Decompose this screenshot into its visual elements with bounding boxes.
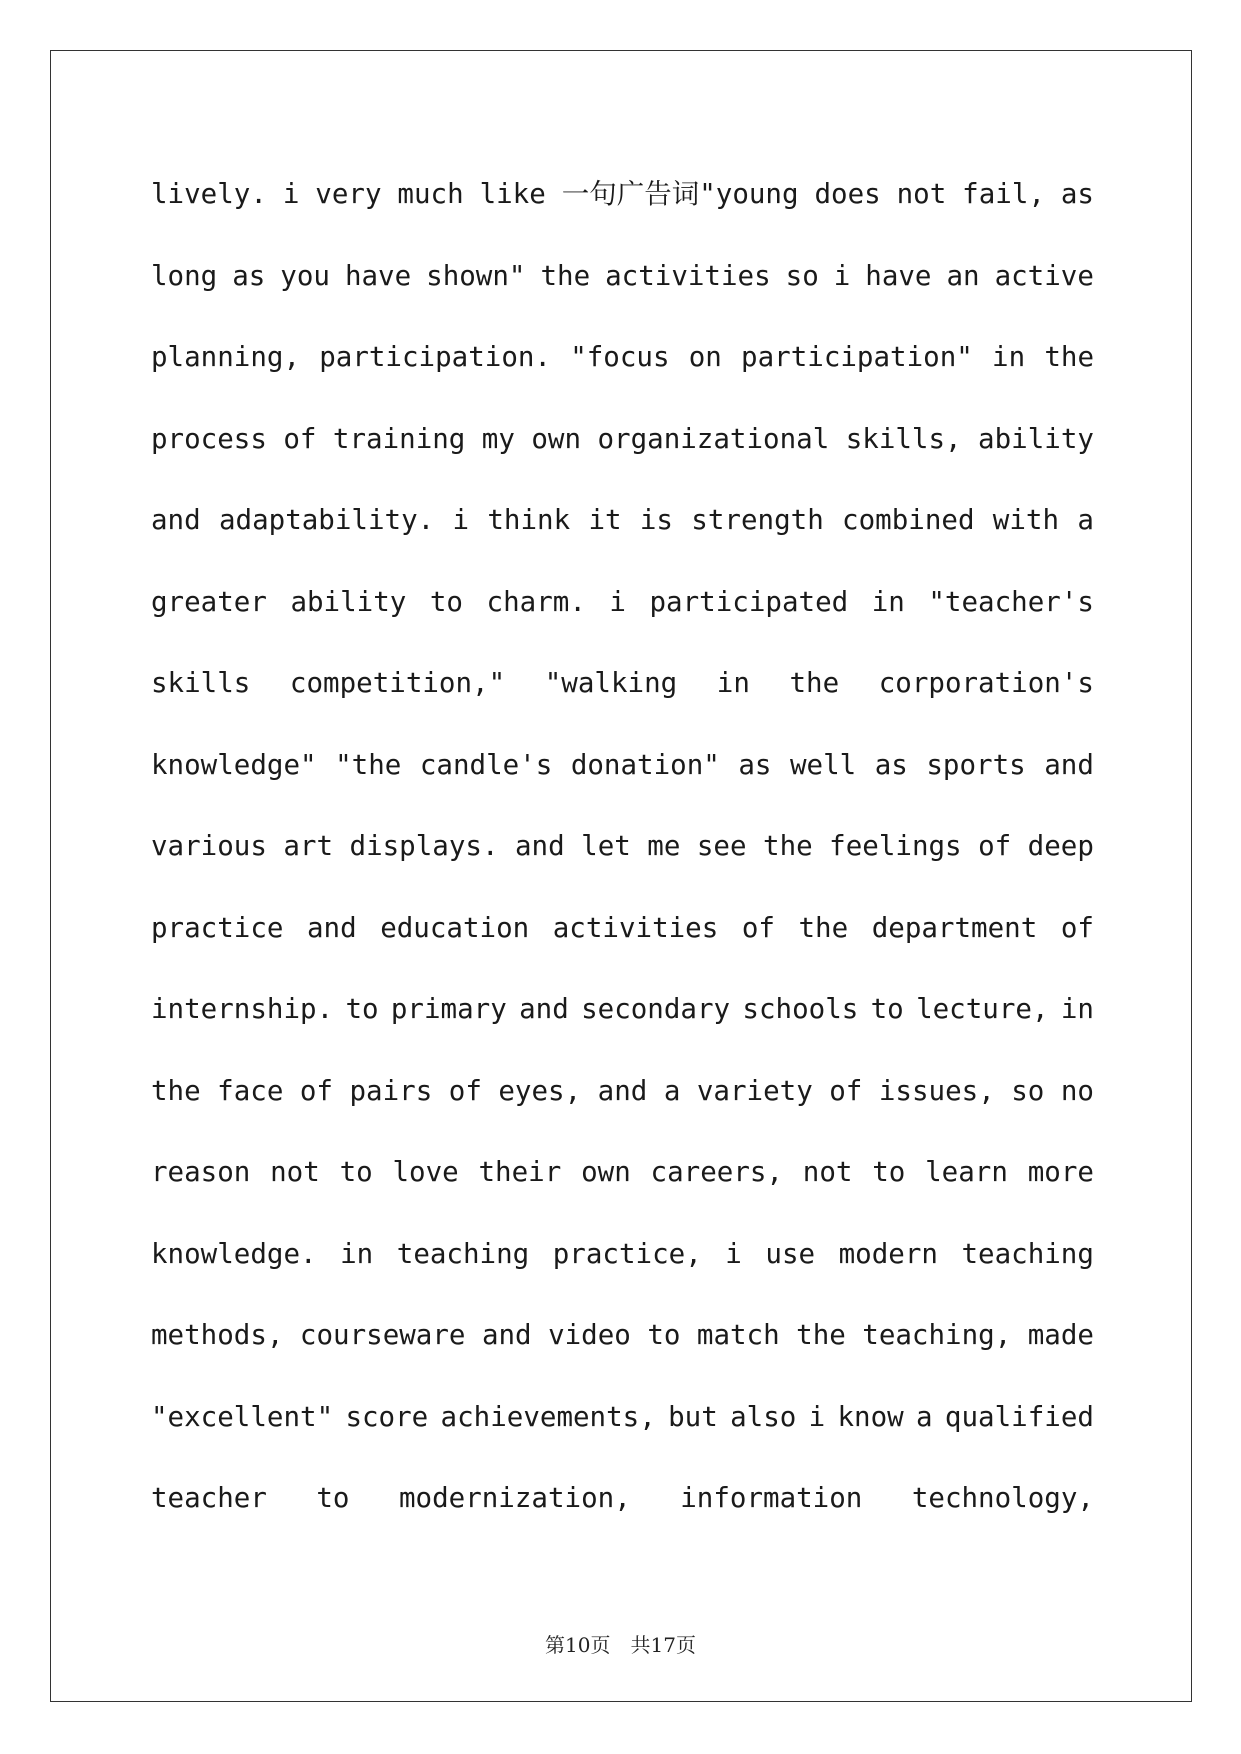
word: charm.: [486, 585, 586, 618]
word: fail,: [962, 178, 1045, 210]
word: displays.: [349, 830, 499, 862]
word: in: [340, 1237, 374, 1270]
word: teaching: [396, 1237, 530, 1270]
word: know: [837, 1400, 904, 1433]
word: schools: [742, 993, 859, 1025]
word: participated: [649, 585, 849, 618]
word: teaching: [961, 1237, 1094, 1270]
word: the: [798, 911, 849, 944]
word: no: [1060, 1074, 1094, 1107]
word: sports: [926, 748, 1026, 781]
word: "focus: [570, 341, 670, 373]
word: practice,: [552, 1237, 702, 1270]
word: of: [829, 1074, 863, 1107]
word: "walking: [544, 667, 678, 699]
word: have: [344, 259, 412, 292]
text-line: [151, 1148, 1094, 1230]
word: the: [763, 830, 813, 862]
word: the: [540, 259, 591, 292]
word: to: [647, 1319, 681, 1351]
word: department: [871, 911, 1038, 944]
word: careers,: [650, 1156, 783, 1188]
word: to: [872, 1156, 906, 1188]
word: learn: [925, 1156, 1008, 1188]
word: have: [865, 259, 932, 292]
word: i: [808, 1400, 826, 1433]
word: education: [380, 911, 530, 944]
word: as: [738, 748, 772, 781]
word: participation.: [319, 341, 551, 373]
word: as: [874, 748, 908, 781]
word: with: [992, 504, 1060, 536]
word: knowledge.: [151, 1237, 317, 1270]
word: the: [796, 1319, 846, 1351]
word: process: [151, 422, 267, 455]
text-line: [151, 170, 1094, 252]
word: like: [479, 178, 546, 210]
word: secondary: [581, 993, 731, 1025]
word: art: [283, 830, 334, 862]
word: a: [1077, 504, 1094, 536]
word: me: [647, 830, 681, 862]
word: greater: [151, 585, 267, 618]
word: methods,: [151, 1319, 284, 1351]
word: "teacher's: [928, 585, 1094, 618]
text-line: [151, 822, 1094, 904]
word: on: [688, 341, 722, 373]
word: eyes,: [498, 1074, 582, 1107]
word: reason: [151, 1156, 251, 1188]
word: of: [1060, 911, 1094, 944]
word: primary: [390, 993, 507, 1025]
word: of: [978, 830, 1012, 862]
word: a: [663, 1074, 681, 1107]
word: organizational: [597, 422, 830, 455]
word: much: [397, 178, 464, 210]
page-footer: 第10页 共17页: [545, 1633, 696, 1657]
text-line: [151, 252, 1094, 334]
word: not: [270, 1156, 320, 1188]
word: donation": [570, 748, 720, 781]
word: use: [765, 1237, 816, 1270]
word: qualified: [944, 1400, 1094, 1433]
word: active: [994, 259, 1094, 292]
word: love: [392, 1156, 459, 1188]
text-line: [151, 1393, 1094, 1475]
word: feelings: [829, 830, 962, 862]
word: as: [232, 259, 266, 292]
word: of: [283, 422, 317, 455]
word: lively.: [151, 178, 267, 210]
text-line: [151, 904, 1094, 986]
text-line: [151, 1230, 1094, 1312]
text-line: [151, 1311, 1094, 1393]
body-text: [151, 170, 1094, 1556]
word: their: [478, 1156, 562, 1188]
word: skills,: [845, 422, 962, 455]
word: of: [299, 1074, 333, 1107]
word: let: [581, 830, 631, 862]
word: adaptability.: [218, 504, 435, 536]
word: also: [730, 1400, 797, 1433]
word: not: [896, 178, 947, 210]
word: in: [992, 341, 1026, 373]
word: to: [316, 1482, 350, 1514]
word: and: [306, 911, 357, 944]
word: modern: [838, 1237, 938, 1270]
word: to: [429, 585, 463, 618]
text-line: [151, 415, 1094, 497]
word: to: [870, 993, 904, 1025]
word: ability: [290, 585, 407, 618]
word: courseware: [299, 1319, 466, 1351]
word: combined: [842, 504, 975, 536]
word: my: [481, 422, 515, 455]
word: the: [151, 1074, 201, 1107]
word: lecture,: [916, 993, 1049, 1025]
word: the: [789, 667, 840, 699]
word: in: [716, 667, 750, 699]
word: practice: [151, 911, 284, 944]
word: and: [151, 504, 201, 536]
word: think: [487, 504, 571, 536]
word: information: [680, 1482, 863, 1514]
word: more: [1027, 1156, 1094, 1188]
word: of: [741, 911, 775, 944]
word: and: [519, 993, 569, 1025]
word: it: [588, 504, 622, 536]
word: modernization,: [398, 1482, 631, 1514]
word: long: [151, 259, 218, 292]
word: a: [916, 1400, 933, 1433]
word: skills: [151, 667, 251, 699]
word: various: [151, 830, 267, 862]
word: competition,": [289, 667, 506, 699]
word: does: [814, 178, 881, 210]
word: i: [833, 259, 851, 292]
word: planning,: [151, 341, 301, 373]
text-line: [151, 1474, 1094, 1556]
word: i: [452, 504, 470, 536]
word: see: [696, 830, 747, 862]
word: ability: [978, 422, 1094, 455]
word: 一句广告词"young: [561, 178, 799, 210]
word: teacher: [151, 1482, 267, 1514]
word: as: [1060, 178, 1094, 210]
word: internship.: [151, 993, 334, 1025]
word: but: [668, 1400, 718, 1433]
text-line: [151, 1067, 1094, 1149]
word: very: [315, 178, 382, 210]
word: and: [515, 830, 565, 862]
word: i: [725, 1237, 742, 1270]
word: to: [345, 993, 379, 1025]
word: well: [789, 748, 857, 781]
word: face: [217, 1074, 284, 1107]
word: so: [1011, 1074, 1045, 1107]
word: teaching,: [862, 1319, 1012, 1351]
word: in: [871, 585, 905, 618]
word: score: [345, 1400, 429, 1433]
word: "the: [335, 748, 402, 781]
word: own: [531, 422, 582, 455]
word: made: [1027, 1319, 1094, 1351]
text-line: [151, 741, 1094, 823]
word: corporation's: [878, 667, 1094, 699]
word: own: [581, 1156, 631, 1188]
text-line: [151, 578, 1094, 660]
word: so: [785, 259, 819, 292]
word: strength: [691, 504, 824, 536]
word: variety: [696, 1074, 813, 1107]
word: technology,: [911, 1482, 1094, 1514]
text-line: [151, 496, 1094, 578]
word: and: [1044, 748, 1094, 781]
word: participation": [741, 341, 973, 373]
word: activities: [552, 911, 719, 944]
word: not: [802, 1156, 853, 1188]
word: issues,: [878, 1074, 995, 1107]
word: achievements,: [440, 1400, 656, 1433]
word: the: [1044, 341, 1094, 373]
word: you: [280, 259, 330, 292]
word: candle's: [419, 748, 553, 781]
word: knowledge": [151, 748, 317, 781]
word: to: [339, 1156, 373, 1188]
word: pairs: [349, 1074, 433, 1107]
word: is: [639, 504, 673, 536]
word: video: [548, 1319, 631, 1351]
word: "excellent": [151, 1400, 334, 1433]
word: i: [609, 585, 626, 618]
word: match: [696, 1319, 780, 1351]
word: and: [481, 1319, 532, 1351]
word: deep: [1027, 830, 1094, 862]
word: i: [282, 178, 300, 210]
word: activities: [605, 259, 771, 292]
word: in: [1060, 993, 1094, 1025]
text-line: [151, 985, 1094, 1067]
text-line: [151, 659, 1094, 741]
word: an: [946, 259, 980, 292]
text-line: [151, 333, 1094, 415]
word: shown": [426, 259, 526, 292]
word: and: [597, 1074, 648, 1107]
word: of: [448, 1074, 482, 1107]
word: training: [332, 422, 466, 455]
